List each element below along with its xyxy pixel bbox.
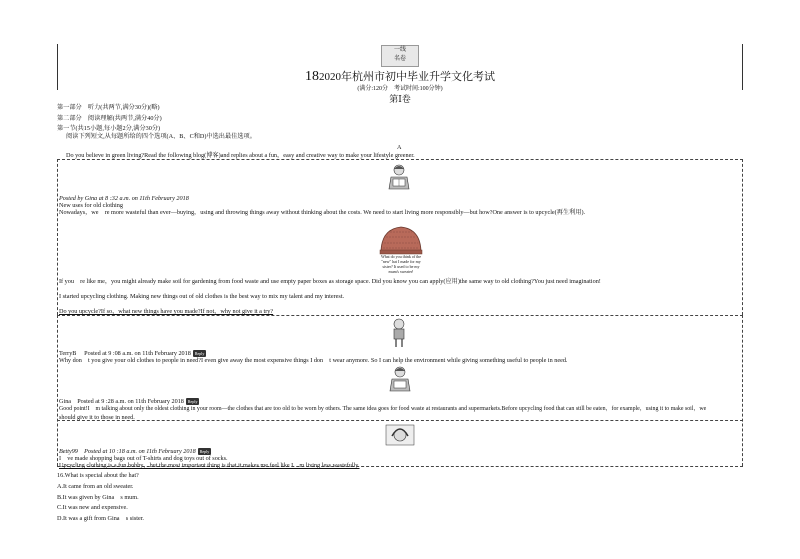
reply-3-text-line-2: Upcycling clothing is a fun hobby，but the most important thing is that it makes me feel like I m living less wastefully. <box>59 462 360 469</box>
reply-3-text-line-1: I ve made shopping bags out of T-shirts and dog toys out of socks. <box>59 455 228 462</box>
section-2: 第二部分 阅读理解(共两节,满分40分) <box>57 115 162 122</box>
section-1: 第一部分 听力(共两节,满分30分)(略) <box>57 104 160 111</box>
reply-2-meta-text: Gina Posted at 9 :28 a.m. on 11th February 2018 <box>59 398 184 405</box>
blog-border-left <box>57 159 58 315</box>
exam-subtitle: (满分:120分 考试时间:100分钟) <box>357 86 443 92</box>
knitted-hat-image <box>378 223 424 255</box>
section-3: 第一节(共15小题,每小题2分,满分30分) <box>57 125 161 132</box>
replies-border-left <box>57 315 58 466</box>
blog-paragraph-2: If you re like me，you might already make soil for gardening from food waste and use empty paper boxes as storage space. Did you know you can apply(应用)the same way to old clothing?You just need imagination! <box>59 278 601 285</box>
replies-border-top <box>57 315 743 316</box>
volume-label: 第Ⅰ卷 <box>389 94 411 104</box>
reply-2-text-line-1: Good point!I m talking about only the oldest clothing in your room—the clothes that are too old to be worn by others. The same idea goes for food waste at restaurants and supermarkets.Before upcycling food that can still be eaten，for example，using it to make soil，we <box>59 406 707 412</box>
reply-2-text-line-2: should give it to those in need. <box>59 414 135 421</box>
passage-intro: Do you believe in green living?Read the following blog(博客)and replies about a fun，easy and creative way to make your lifestyle greener. <box>66 152 415 159</box>
seal-line-1: 一线 <box>393 47 406 53</box>
reply-1-badge[interactable]: Reply <box>194 351 205 357</box>
hat-caption <box>376 254 426 274</box>
hat-caption-line-2: "new" hat I made for my <box>381 259 421 264</box>
reply-1-text: Why don t you give your old clothes to people in need?I even give away the most expensive things I don t wear anymore. So I can help the environment while giving something useful to people in need. <box>59 357 568 364</box>
reply-divider <box>57 420 743 421</box>
blog-headline: New uses for old clothing <box>59 202 123 209</box>
option-c: C.It was new and expensive. <box>57 504 128 511</box>
blog-meta: Posted by Gina at 8 :32 a.m. on 11th February 2018 <box>59 195 189 202</box>
reply-3-meta-text: Betty99 Posted at 10 :18 a.m. on 11th February 2018 <box>59 448 196 455</box>
reply-2-badge[interactable]: Reply <box>187 399 198 405</box>
replies-border-bottom <box>57 466 743 467</box>
instruction: 阅读下列短文,从每题所给的四个选项(A、B、C和D)中选出最佳选项。 <box>66 133 256 140</box>
gina-reply-avatar-illustration <box>387 365 413 393</box>
question-16-stem: 16.What is special about the hat? <box>57 472 139 479</box>
option-b: B.It was given by Gina s mum. <box>57 494 139 501</box>
blog-border-right <box>742 159 743 315</box>
blog-paragraph-1: Nowadays，we re more wasteful than ever—buying，using and throwing things away without thinking about the costs. We need to start living more responsibly—but how?One answer is to upcycle(再生利用). <box>59 209 586 216</box>
terryb-avatar-illustration <box>389 318 409 348</box>
option-d: D.It was a gift from Gina s sister. <box>57 515 144 522</box>
hat-caption-line-3: sister? It used to be my <box>382 264 420 269</box>
reply-2-meta <box>59 398 199 405</box>
seal-box <box>381 45 419 67</box>
reply-3-badge[interactable]: Reply <box>199 449 210 455</box>
title-text: 2020年杭州市初中毕业升学文化考试 <box>319 71 495 83</box>
gina-avatar-illustration <box>386 163 412 191</box>
betty-avatar-illustration <box>385 424 415 446</box>
title-number: 18 <box>305 69 319 84</box>
blog-paragraph-3: I started upcycling clothing. Making new things out of old clothes is the best way to mix my talent and my interest. <box>59 293 345 300</box>
replies-border-right <box>742 315 743 466</box>
reply-1-meta-text: TerryB Posted at 9 :08 a.m. on 11th February 2018 <box>59 350 191 357</box>
hat-caption-line-4: mum's sweater! <box>388 269 414 274</box>
option-a: A.It came from an old sweater. <box>57 483 134 490</box>
hat-caption-line-1: What do you think of the <box>380 254 422 259</box>
blog-paragraph-4: Do you upcycle?If so，what new things have you made?If not，why not give it a try? <box>59 308 274 315</box>
passage-letter: A <box>397 144 402 151</box>
blog-border-top <box>57 159 743 160</box>
seal-line-2: 名卷 <box>393 56 406 62</box>
